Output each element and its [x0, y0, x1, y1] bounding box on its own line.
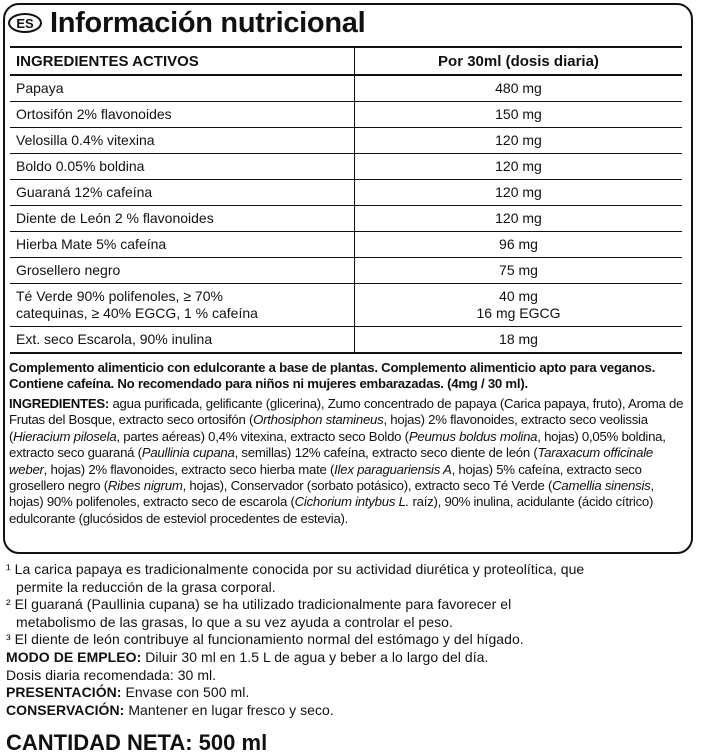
panel-title: Información nutricional — [50, 6, 366, 39]
ingredient-name: Boldo 0.05% boldina — [10, 154, 355, 180]
ingredient-name: Ortosifón 2% flavonoides — [10, 102, 355, 128]
ingredient-amount: 150 mg — [355, 102, 683, 128]
latin-name: Taraxacum officinale weber — [9, 445, 653, 477]
ingredients-paragraph — [9, 396, 687, 527]
ingredients-text: , hojas), Conservador (sorbato potásico), extracto seco Té Verde ( — [182, 478, 553, 494]
ingredient-name: Grosellero negro — [10, 258, 355, 284]
storage-label: CONSERVACIÓN: — [6, 701, 125, 718]
ingredient-amount: 120 mg — [355, 206, 683, 232]
usage-text: Diluir 30 ml en 1.5 L de agua y beber a lo largo del día. — [141, 648, 489, 665]
footnote-2-cont: metabolismo de las grasas, lo que a su vez ayuda a controlar el peso. — [16, 613, 453, 630]
usage-label: MODO DE EMPLEO: — [6, 648, 142, 665]
ingredient-amount: 480 mg — [355, 75, 683, 102]
table-row — [10, 75, 682, 102]
ingredients-text: raíz), 90% inulina, acidulante (ácido cítrico) edulcorante (glucósidos de esteviol procedentes de estevia). — [9, 494, 654, 526]
ingredient-amount: 120 mg — [355, 154, 683, 180]
presentation-label: PRESENTACIÓN: — [6, 684, 122, 701]
footnote-2: ² El guaraná (Paullinia cupana) se ha utilizado tradicionalmente para favorecer el — [6, 596, 512, 613]
language-badge: ES — [8, 13, 42, 33]
ingredient-amount-line: 40 mg — [499, 288, 538, 304]
latin-name: Camellia sinensis — [552, 478, 651, 494]
latin-name: Peumus boldus molina — [408, 428, 538, 444]
table-row — [10, 154, 682, 180]
usage-line — [6, 649, 696, 667]
ingredient-name: Hierba Mate 5% cafeína — [10, 232, 355, 258]
footnote-1: ¹ La carica papaya es tradicionalmente conocida por su actividad diurética y proteolítica, que — [6, 561, 585, 577]
ingredient-name-line: Té Verde 90% polifenoles, ≥ 70% — [16, 288, 223, 304]
ingredient-name: Papaya — [10, 75, 355, 102]
latin-name: Ribes nigrum — [107, 478, 183, 494]
nutrition-table — [10, 46, 682, 354]
ingredients-text: , hojas) 5% cafeína, extracto seco grosellero negro ( — [9, 461, 642, 494]
table-row — [10, 206, 682, 232]
ingredient-name-line: catequinas, ≥ 40% EGCG, 1 % cafeína — [16, 305, 258, 321]
ingredients-text: , partes aéreas) 0,4% vitexina, extracto seco Boldo ( — [116, 428, 409, 444]
ingredient-name: Guaraná 12% cafeína — [10, 180, 355, 206]
ingredients-text: , hojas) 90% polifenoles, extracto seco de escarola ( — [9, 478, 654, 510]
col-ingredient-header: INGREDIENTES ACTIVOS — [10, 47, 355, 75]
table-row — [10, 284, 682, 327]
table-row — [10, 102, 682, 128]
ingredients-text: , hojas) 2% flavonoides, extracto seco hierba mate ( — [43, 461, 335, 477]
latin-name: Cichorium intybus L. — [294, 494, 410, 510]
ingredients-text: , hojas) 2% flavonoides, extracto seco veolissia ( — [9, 412, 648, 444]
ingredients-text: agua purificada, gelificante (glicerina), Zumo concentrado de papaya (Carica papaya, fruto), Aroma de Frutas del Bosque, extracto seco ortosifón ( — [9, 396, 684, 428]
ingredient-name: Diente de León 2 % flavonoides — [10, 206, 355, 232]
ingredient-name: Ext. seco Escarola, 90% inulina — [10, 327, 355, 354]
ingredient-name — [10, 284, 355, 327]
ingredient-amount: 18 mg — [355, 327, 683, 354]
ingredient-name: Velosilla 0.4% vitexina — [10, 128, 355, 154]
footnote-1-cont: permite la reducción de la grasa corporal. — [16, 578, 276, 595]
table-row — [10, 258, 682, 284]
presentation-text: Envase con 500 ml. — [121, 684, 250, 701]
latin-name: Ilex paraguariensis A — [334, 461, 452, 477]
net-quantity: CANTIDAD NETA: 500 ml — [6, 730, 268, 755]
ingredient-amount: 120 mg — [355, 128, 683, 154]
latin-name: Hieracium pilosela — [13, 428, 117, 444]
col-amount-header: Por 30ml (dosis diaria) — [355, 47, 683, 75]
ingredient-amount-line: 16 mg EGCG — [476, 305, 561, 321]
presentation-line — [6, 684, 696, 702]
footnote-3: ³ El diente de león contribuye al funcionamiento normal del estómago y del hígado. — [6, 631, 524, 648]
ingredients-text: , semillas) 12% cafeína, extracto seco diente de león ( — [234, 445, 538, 461]
ingredient-amount: 75 mg — [355, 258, 683, 284]
table-row — [10, 128, 682, 154]
table-header-row — [10, 47, 682, 75]
footnotes — [6, 561, 696, 719]
table-row — [10, 180, 682, 206]
storage-text: Mantener en lugar fresco y seco. — [124, 701, 334, 718]
storage-line — [6, 702, 696, 720]
panel-header — [8, 6, 365, 40]
table-row — [10, 232, 682, 258]
ingredients-text: , hojas) 0,05% boldina, extracto seco guaraná ( — [9, 428, 666, 461]
ingredient-amount — [355, 284, 683, 327]
ingredient-amount: 96 mg — [355, 232, 683, 258]
latin-name: Orthosiphon stamineus — [253, 412, 384, 428]
ingredient-amount: 120 mg — [355, 180, 683, 206]
ingredients-label: INGREDIENTES: — [9, 396, 110, 411]
dose-line: Dosis diaria recomendada: 30 ml. — [6, 666, 217, 683]
table-row — [10, 327, 682, 354]
supplement-notice: Complemento alimenticio con edulcorante a base de plantas. Complemento alimenticio apto para veganos. Contiene cafeína. No recomendado para niños ni mujeres embarazadas. (4mg / 30 ml). — [9, 360, 655, 392]
latin-name: Paullinia cupana — [141, 445, 235, 461]
